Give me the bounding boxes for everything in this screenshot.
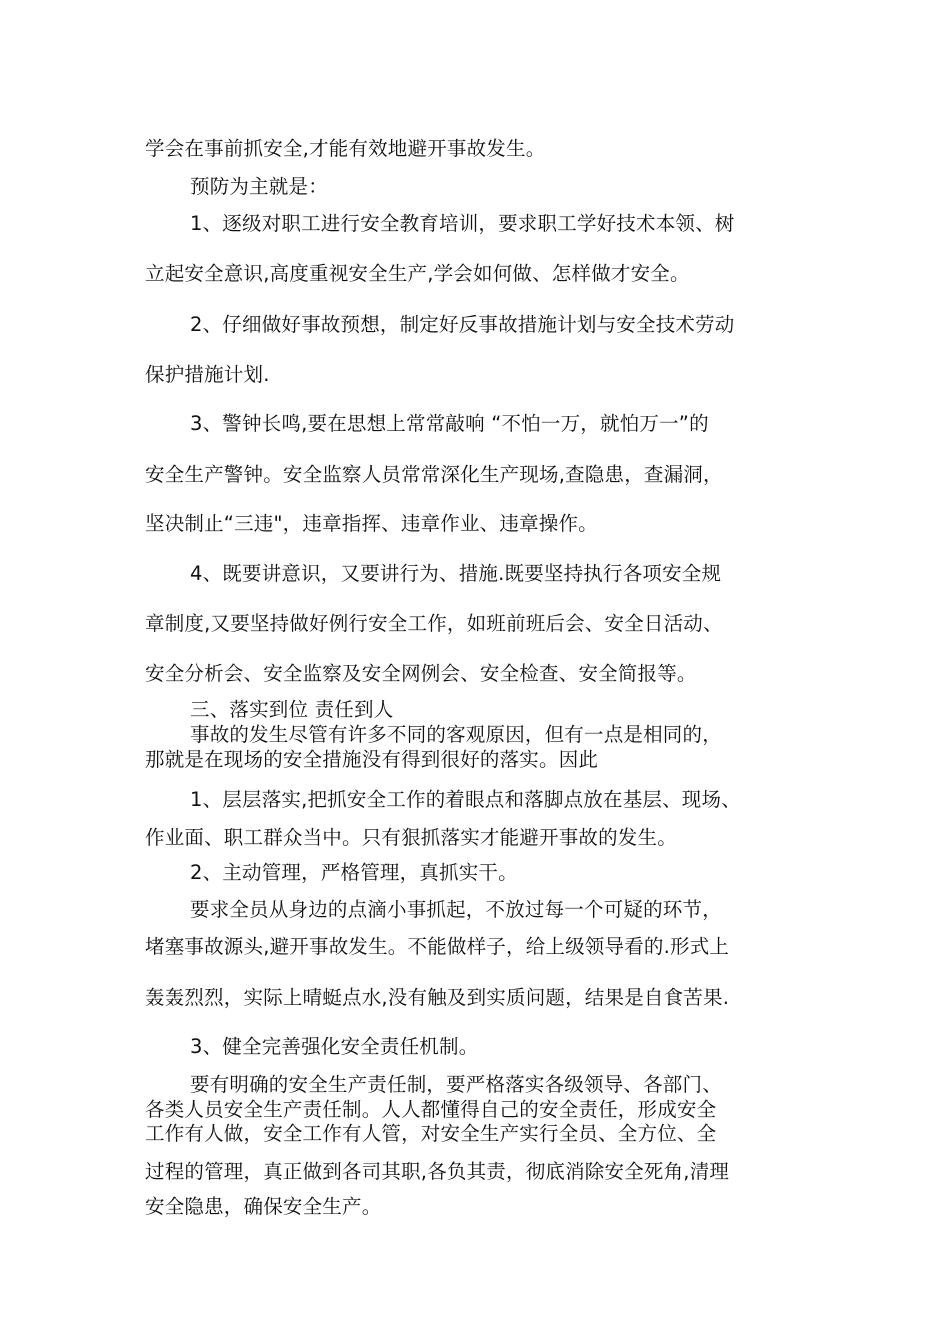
text-line-1: 学会在事前抓安全,才能有效地避开事故发生。 <box>145 137 546 160</box>
text-line-9: 坚决制止“三违"，违章指挥、违章作业、违章操作。 <box>145 512 598 535</box>
text-line-7: 3、警钟长鸣,要在思想上常常敲响 “不怕一万，就怕万一”的 <box>190 412 709 435</box>
text-line-6: 保护措施计划. <box>145 363 270 386</box>
text-line-2: 预防为主就是： <box>190 175 328 198</box>
text-line-10: 4、既要讲意识，又要讲行为、措施.既要坚持执行各项安全规 <box>190 562 722 585</box>
text-line-16: 1、层层落实,把抓安全工作的着眼点和落脚点放在基层、现场、 <box>190 788 741 811</box>
text-line-14: 事故的发生尽管有许多不同的客观原因，但有一点是相同的， <box>190 723 722 746</box>
text-line-3: 1、逐级对职工进行安全教育培训，要求职工学好技术本领、树 <box>190 212 735 235</box>
text-line-26: 过程的管理，真正做到各司其职,各负其责，彻底消除安全死角,清理 <box>145 1160 730 1183</box>
text-line-8: 安全生产警钟。安全监察人员常常深化生产现场,查隐患，查漏洞， <box>145 463 723 486</box>
text-line-5: 2、仔细做好事故预想，制定好反事故措施计划与安全技术劳动 <box>190 313 735 336</box>
text-line-27: 安全隐患，确保安全生产。 <box>145 1195 382 1218</box>
text-line-11: 章制度,又要坚持做好例行安全工作，如班前班后会、安全日活动、 <box>145 612 723 635</box>
text-line-15: 那就是在现场的安全措施没有得到很好的落实。因此 <box>145 748 599 771</box>
section-heading: 三、落实到位 责任到人 <box>190 698 394 721</box>
text-line-19: 要求全员从身边的点滴小事抓起，不放过每一个可疑的环节， <box>190 898 722 921</box>
text-line-21: 轰轰烈烈，实际上晴蜓点水,没有触及到实质问题，结果是自食苦果. <box>145 986 730 1009</box>
text-line-22: 3、健全完善强化安全责任机制。 <box>190 1035 479 1058</box>
text-line-20: 堵塞事故源头,避开事故发生。不能做样子，给上级领导看的.形式上 <box>145 935 730 958</box>
text-line-17: 作业面、职工群众当中。只有狠抓落实才能避开事故的发生。 <box>145 826 677 849</box>
text-line-12: 安全分析会、安全监察及安全网例会、安全检查、安全简报等。 <box>145 662 697 685</box>
text-line-4: 立起安全意识,高度重视安全生产,学会如何做、怎样做才安全。 <box>145 262 690 285</box>
text-line-18: 2、主动管理，严格管理，真抓实干。 <box>190 861 518 884</box>
text-line-24: 各类人员安全生产责任制。人人都懂得自己的安全责任，形成安全 <box>145 1098 717 1121</box>
text-line-23: 要有明确的安全生产责任制，要严格落实各级领导、各部门、 <box>190 1073 722 1096</box>
text-line-25: 工作有人做，安全工作有人管，对安全生产实行全员、全方位、全 <box>145 1122 717 1145</box>
